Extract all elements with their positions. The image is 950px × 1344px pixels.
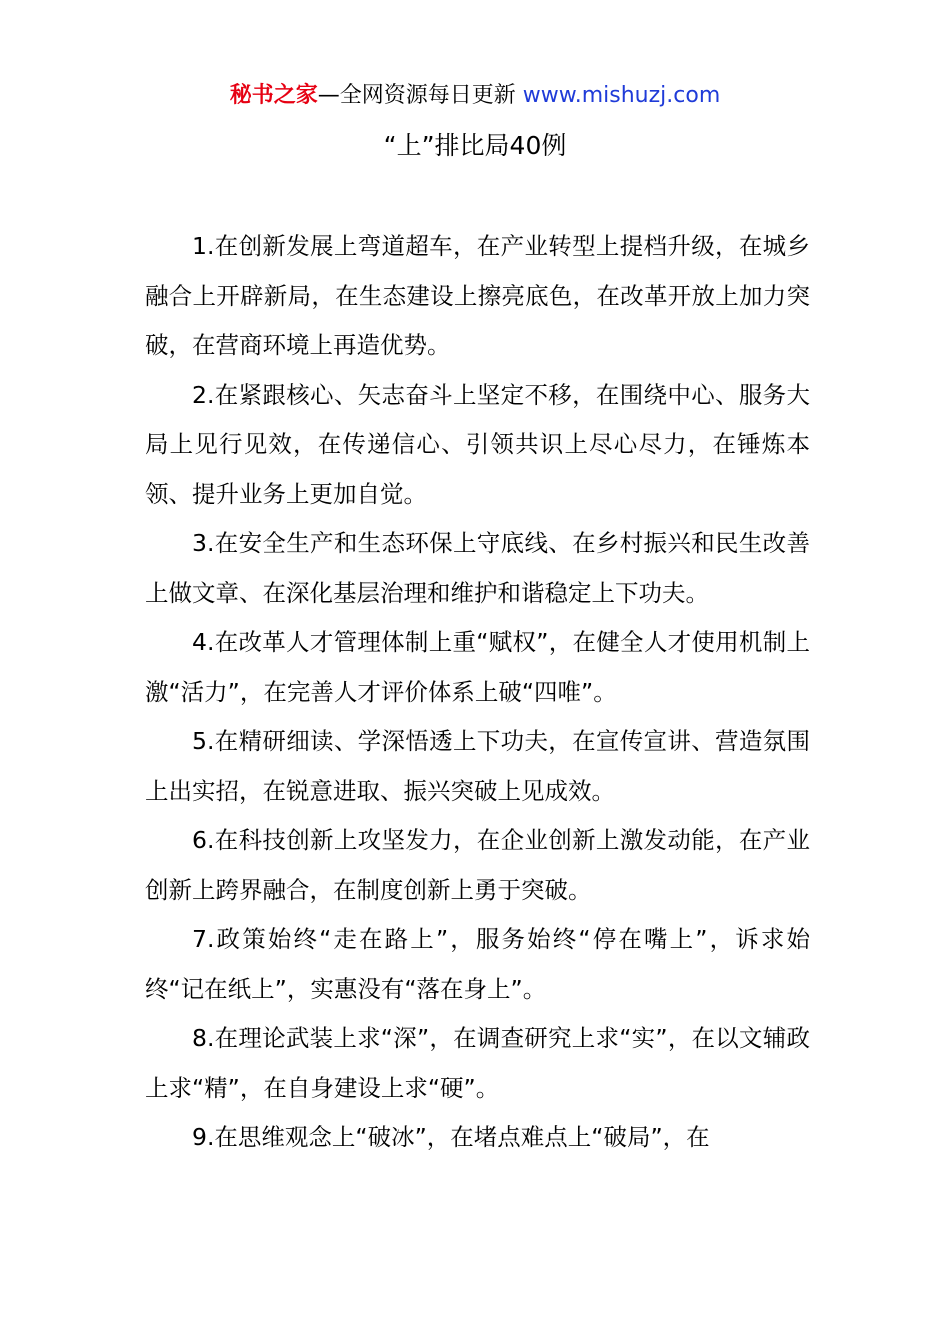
paragraph-9: 9.在思维观念上“破冰”，在堵点难点上“破局”，在	[192, 1123, 710, 1151]
site-name: 秘书之家	[229, 83, 318, 108]
paragraph-1: 1.在创新发展上弯道超车，在产业转型上提档升级，在城乡融合上开辟新局，在生态建设上擦亮底色，在改革开放上加力突破，在营商环境上再造优势。	[145, 232, 810, 359]
paragraph-8: 8.在理论武装上求“深”，在调查研究上求“实”，在以文辅政上求“精”，在自身建设上求“硬”。	[145, 1024, 810, 1102]
paragraph-6: 6.在科技创新上攻坚发力，在企业创新上激发动能，在产业创新上跨界融合，在制度创新上勇于突破。	[145, 826, 810, 904]
paragraph-7: 7.政策始终“走在路上”，服务始终“停在嘴上”，诉求始终“记在纸上”，实惠没有“落在身上”。	[145, 925, 810, 1003]
document-body	[145, 222, 810, 1332]
site-url-link[interactable]: www.mishuzj.com	[522, 83, 721, 108]
paragraph-3: 3.在安全生产和生态环保上守底线、在乡村振兴和民生改善上做文章、在深化基层治理和维护和谐稳定上下功夫。	[145, 529, 810, 607]
paragraph-2: 2.在紧跟核心、矢志奋斗上坚定不移，在围绕中心、服务大局上见行见效，在传递信心、引领共识上尽心尽力，在锤炼本领、提升业务上更加自觉。	[145, 380, 810, 508]
site-tagline: —全网资源每日更新	[317, 83, 516, 108]
paragraph-4: 4.在改革人才管理体制上重“赋权”，在健全人才使用机制上激“活力”，在完善人才评价体系上破“四唯”。	[145, 628, 810, 706]
document-title: “上”排比局40例	[383, 131, 567, 160]
paragraph-5: 5.在精研细读、学深悟透上下功夫，在宣传宣讲、营造氛围上出实招，在锐意进取、振兴突破上见成效。	[145, 727, 810, 805]
site-header	[0, 80, 950, 112]
